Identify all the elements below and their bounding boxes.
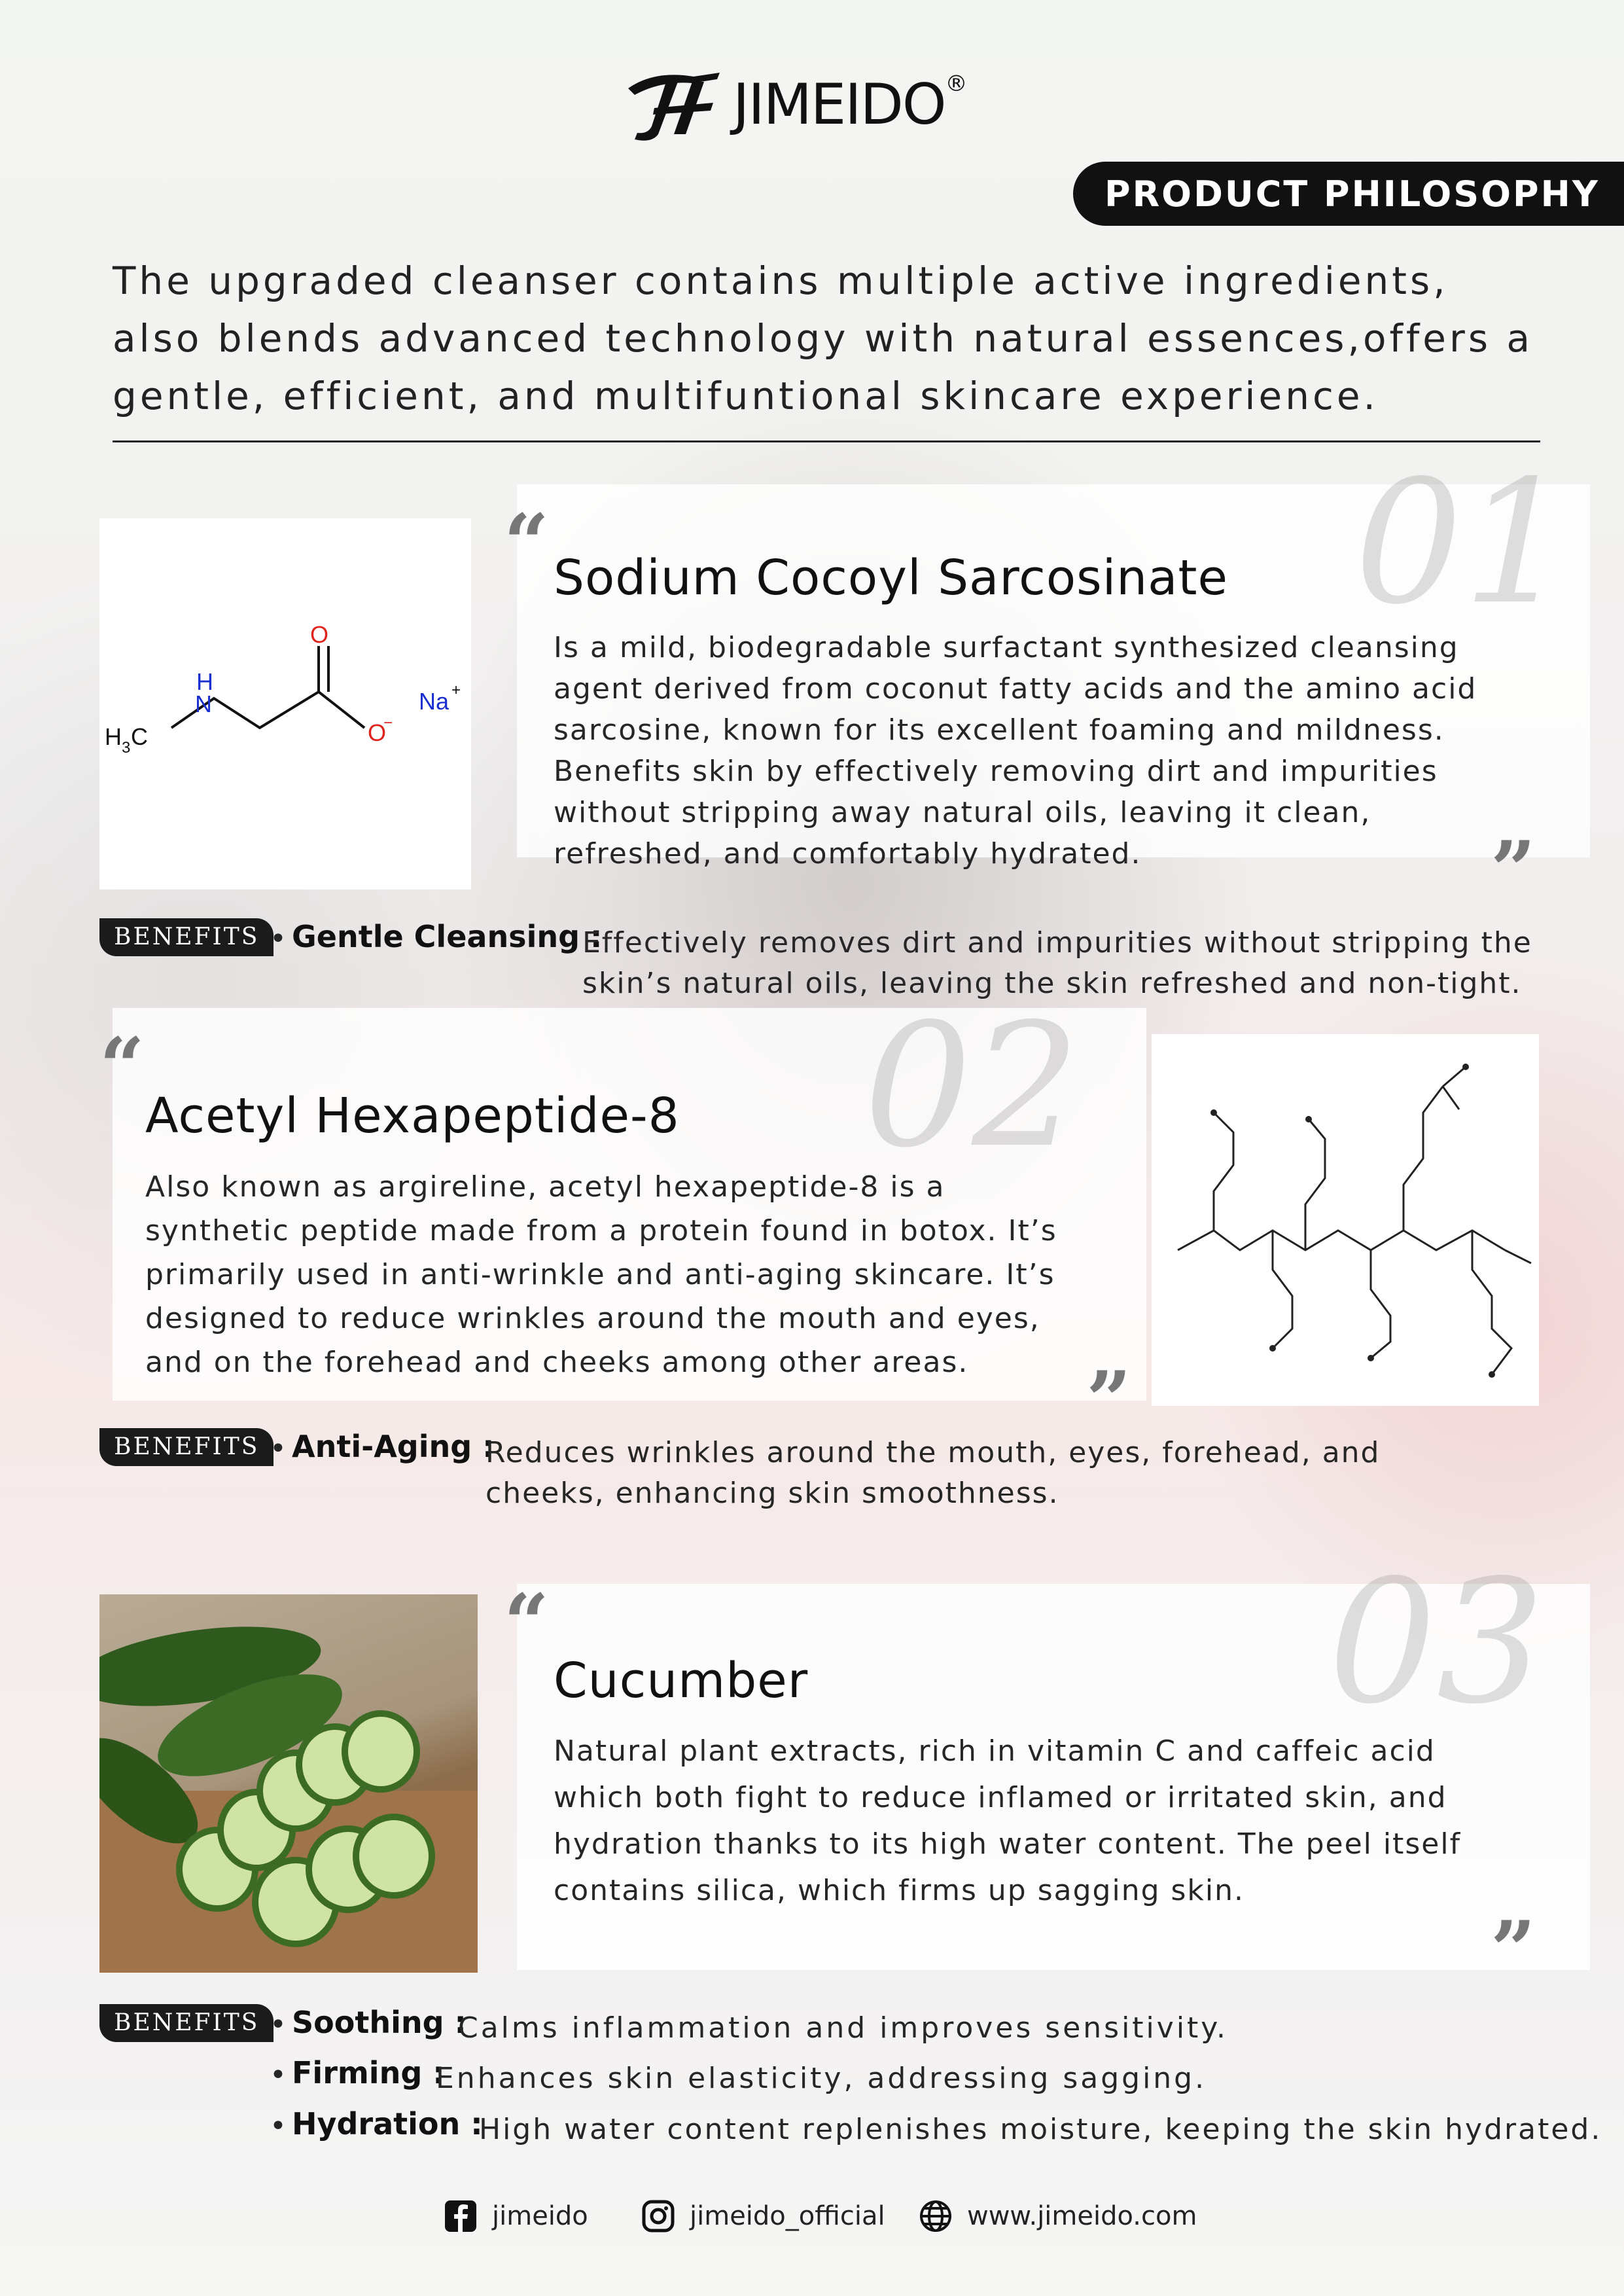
benefit-bullet-5: • xyxy=(270,2109,288,2143)
benefit-label-2: Anti-Aging : xyxy=(292,1429,495,1464)
benefit-label-5: Hydration : xyxy=(292,2106,483,2142)
instagram-link[interactable]: jimeido_official xyxy=(641,2199,885,2233)
benefit-label-4: Firming : xyxy=(292,2055,445,2090)
open-quote-icon: “ xyxy=(99,1020,145,1113)
close-quote-icon: ” xyxy=(1491,824,1536,916)
benefit-text-1: Effectively removes dirt and impurities without stripping the skin’s natural oils, leaving the skin refreshed and non-tight. xyxy=(582,926,1532,1000)
website-link[interactable]: www.jimeido.com xyxy=(919,2199,1197,2233)
svg-text:C: C xyxy=(131,723,148,750)
jimeido-logo-icon xyxy=(615,62,726,147)
benefits-tag-1: BENEFITS xyxy=(99,918,274,956)
divider xyxy=(113,440,1540,442)
facebook-icon xyxy=(444,2199,478,2233)
svg-text:H: H xyxy=(105,723,122,750)
benefit-bullet-1: • xyxy=(270,922,288,956)
instagram-icon xyxy=(641,2199,675,2233)
facebook-link[interactable]: jimeido xyxy=(444,2199,588,2233)
cucumber-image-icon xyxy=(99,1594,478,1973)
ingredient-title-2: Acetyl Hexapeptide-8 xyxy=(145,1088,680,1144)
benefit-label-3: Soothing : xyxy=(292,2005,467,2040)
ingredient-title-3: Cucumber xyxy=(554,1653,809,1709)
benefit-text-4: Enhances skin elasticity, addressing sagging. xyxy=(436,2062,1207,2095)
svg-text:3: 3 xyxy=(122,739,131,757)
molecule-structure-icon xyxy=(99,518,471,889)
nitrogen-label: N xyxy=(195,691,212,717)
close-quote-icon: ” xyxy=(1491,1904,1536,1996)
close-quote-icon: ” xyxy=(1086,1354,1132,1446)
benefit-text-5: High water content replenishes moisture, keeping the skin hydrated. xyxy=(479,2113,1602,2146)
section-number-3: 03 xyxy=(1328,1544,1545,1742)
svg-text:+: + xyxy=(451,681,461,699)
benefit-bullet-3: • xyxy=(270,2008,288,2041)
intro-text: The upgraded cleanser contains multiple active ingredients, also blends advanced technology with natural essences,offers a gentle, efficient, and multifuntional skincare experience. xyxy=(113,259,1534,418)
open-quote-icon: “ xyxy=(504,1577,550,1669)
oxygen-minus-label: O xyxy=(368,719,387,746)
benefits-tag-3: BENEFITS xyxy=(99,2004,274,2042)
svg-text:−: − xyxy=(383,714,393,732)
cucumber-photo xyxy=(99,1594,478,1973)
benefit-text-3: Calms inflammation and improves sensitivity. xyxy=(458,2011,1229,2045)
open-quote-icon: “ xyxy=(504,497,550,589)
brand-name: JIMEIDO® xyxy=(733,71,966,137)
ingredient-body-1: Is a mild, biodegradable surfactant synthesized cleansing agent derived from coconut fatty acids and the amino acid sarcosine, known for its excellent foaming and mildness. Benefits skin by effectively removing dirt and impurities without stripping away natural oils, leaving it clean, refreshed, and comfortably hydrated. xyxy=(554,631,1477,870)
hydrogen-label: H xyxy=(196,668,213,695)
benefits-tag-2: BENEFITS xyxy=(99,1428,274,1466)
benefit-text-2: Reduces wrinkles around the mouth, eyes, forehead, and cheeks, enhancing skin smoothness. xyxy=(485,1436,1381,1510)
benefit-bullet-2: • xyxy=(270,1432,288,1465)
peptide-structure-icon xyxy=(1152,1034,1539,1406)
acetyl-hexapeptide-structure xyxy=(1152,1034,1539,1406)
benefit-label-1: Gentle Cleansing : xyxy=(292,919,603,954)
ingredient-title-1: Sodium Cocoyl Sarcosinate xyxy=(554,550,1229,606)
section-number-2: 02 xyxy=(864,988,1080,1185)
benefit-bullet-4: • xyxy=(270,2058,288,2092)
brand-logo xyxy=(615,62,966,147)
sodium-cocoyl-sarcosinate-structure xyxy=(99,518,471,889)
section-number-1: 01 xyxy=(1354,444,1571,642)
sodium-label: Na xyxy=(419,688,450,715)
oxygen-label: O xyxy=(310,621,329,648)
product-philosophy-badge: PRODUCT PHILOSOPHY xyxy=(1073,162,1624,226)
ingredient-body-2: Also known as argireline, acetyl hexapeptide-8 is a synthetic peptide made from a protein found in botox. It’s primarily used in anti-wrinkle and anti-aging skincare. It’s designed to reduce wrinkles around the mouth and eyes, and on the forehead and cheeks among other areas. xyxy=(145,1170,1057,1379)
globe-icon xyxy=(919,2199,953,2233)
ingredient-body-3: Natural plant extracts, rich in vitamin C and caffeic acid which both fight to reduce inflamed or irritated skin, and hydration thanks to its high water content. The peel itself contains silica, which firms up sagging skin. xyxy=(554,1734,1462,1907)
